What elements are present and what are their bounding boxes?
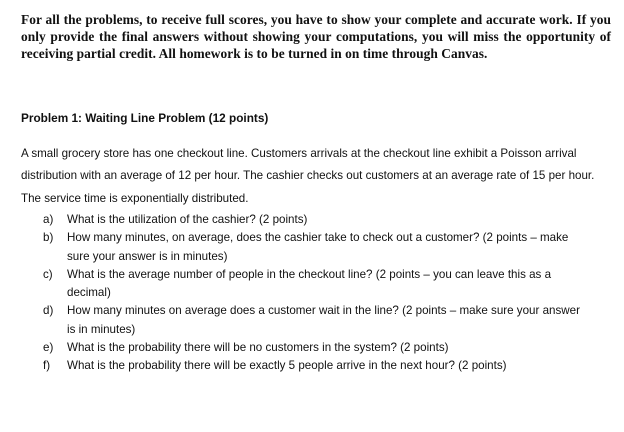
question-text: What is the probability there will be exactly 5 people arrive in the next hour? (2 points)	[67, 359, 507, 373]
question-marker: f)	[43, 359, 51, 373]
question-marker: d)	[43, 304, 54, 318]
problem-description: A small grocery store has one checkout line. Customers arrivals at the checkout line exhibit a Poisson arrival distribution with an average of 12 per hour. The cashier checks out customers at an average rate of 15 per hour. The service time is exponentially distributed.	[21, 147, 595, 205]
question-text: How many minutes, on average, does the cashier take to check out a customer? (2 points – make sure your answer is in minutes)	[67, 231, 569, 263]
question-item-e	[0, 339, 585, 357]
question-text: What is the probability there will be no customers in the system? (2 points)	[67, 341, 449, 355]
problem-title: Problem 1: Waiting Line Problem (12 points)	[21, 111, 269, 125]
question-text: How many minutes on average does a customer wait in the line? (2 points – make sure your answer is in minutes)	[67, 304, 580, 336]
question-marker: c)	[43, 267, 53, 281]
question-list	[0, 211, 624, 376]
question-item-a	[0, 211, 585, 229]
question-item-f	[0, 357, 585, 375]
question-item-d	[0, 302, 585, 339]
intro-paragraph: For all the problems, to receive full scores, you have to show your complete and accurate work. If you only provide the final answers without showing your computations, you will miss the opportunity of receiving partial credit. All homework is to be turned in on time through Canvas.	[21, 12, 611, 62]
question-marker: a)	[43, 213, 54, 226]
question-item-c	[0, 266, 585, 303]
question-text: What is the utilization of the cashier? (2 points)	[67, 213, 308, 226]
question-marker: b)	[43, 231, 54, 245]
question-text: What is the average number of people in the checkout line? (2 points – you can leave this as a decimal)	[67, 267, 552, 300]
question-item-b	[0, 229, 585, 266]
question-marker: e)	[43, 341, 54, 355]
